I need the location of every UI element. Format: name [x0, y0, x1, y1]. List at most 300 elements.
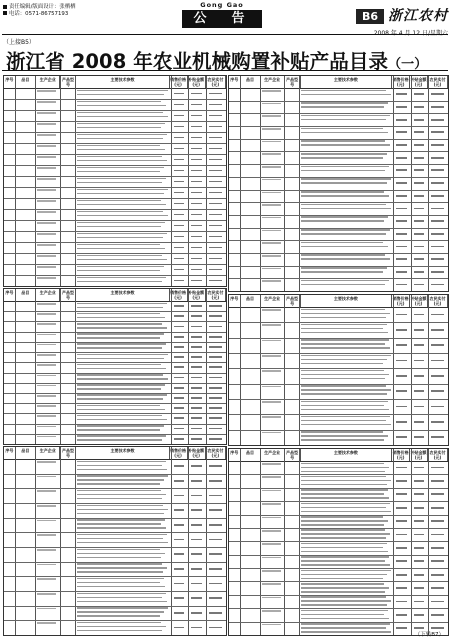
table-number-cell [191, 597, 202, 599]
column-header: 补贴金额(元) [410, 77, 427, 87]
column-header: 补贴金额(元) [188, 290, 205, 300]
table-number-cell [396, 258, 407, 260]
table-text-line [301, 578, 383, 580]
column-divider [75, 76, 76, 286]
table-text-line [37, 123, 56, 125]
table-number-cell [174, 126, 185, 128]
table-number-cell [191, 126, 202, 128]
table-text-line [301, 570, 391, 572]
table-number-cell [191, 407, 202, 409]
table-text-line [301, 271, 383, 273]
table-text-line [77, 266, 164, 268]
table-number-cell [191, 465, 202, 467]
column-divider [35, 289, 36, 444]
table-number-cell [191, 315, 202, 317]
table-number-cell [414, 106, 425, 108]
table-text-line [77, 465, 162, 467]
column-divider [171, 76, 172, 286]
table-number-cell [431, 480, 444, 482]
table-text-line [301, 119, 386, 121]
table-text-line [301, 332, 388, 334]
table-text-line [77, 601, 167, 603]
table-number-cell [431, 614, 444, 616]
table-text-line [262, 570, 281, 572]
table-text-line [301, 409, 389, 411]
table-text-line [77, 519, 165, 521]
table-number-cell [396, 520, 407, 522]
table-number-cell [414, 93, 425, 95]
column-divider [35, 447, 36, 635]
table-text-line [301, 374, 389, 376]
table-text-line [262, 153, 281, 155]
table-text-line [301, 144, 390, 146]
column-header: 生产企业 [261, 449, 285, 461]
table-number-cell [396, 627, 407, 629]
table-text-line [262, 463, 281, 465]
table-text-line [37, 90, 56, 92]
column-header: 序号 [4, 289, 16, 301]
table-text-line [301, 503, 390, 505]
table-text-line [77, 211, 163, 213]
table-text-line [301, 416, 390, 418]
table-text-line [301, 393, 387, 395]
column-header: 生产企业 [36, 447, 61, 459]
table-number-cell [396, 587, 407, 589]
table-number-cell [191, 148, 202, 150]
table-text-line [301, 627, 386, 629]
table-text-line [77, 461, 166, 463]
table-text-line [77, 622, 161, 624]
column-header: 补贴金额(元) [188, 448, 205, 458]
column-header: 序号 [4, 447, 16, 459]
table-text-line [77, 303, 167, 305]
table-number-cell [431, 182, 444, 184]
table-text-line [301, 507, 386, 509]
table-number-cell [414, 233, 425, 235]
table-number-cell [414, 284, 425, 286]
table-number-cell [191, 269, 202, 271]
table-number-cell [191, 346, 202, 348]
table-text-line [77, 101, 161, 103]
column-header: 序号 [229, 449, 241, 461]
table-text-line [262, 370, 281, 372]
table-number-cell [414, 344, 425, 346]
table-text-line [77, 313, 160, 315]
table-text-line [77, 222, 165, 224]
table-text-line [301, 191, 384, 193]
column-header: 销售价格(元) [392, 296, 409, 306]
column-divider [188, 76, 189, 286]
table-text-line [77, 475, 168, 477]
table-number-cell [174, 553, 185, 555]
table-number-cell [191, 305, 202, 307]
table-text-line [262, 115, 281, 117]
column-header: 品目 [241, 76, 261, 88]
table-text-line [301, 524, 384, 526]
table-text-line [77, 557, 161, 559]
table-number-cell [174, 346, 185, 348]
table-text-line [301, 170, 385, 172]
table-number-cell [414, 314, 425, 316]
table-number-cell [209, 159, 222, 161]
table-number-cell [431, 375, 444, 377]
table-text-line [77, 226, 161, 228]
table-number-cell [209, 627, 222, 629]
table-number-cell [396, 421, 407, 423]
table-text-line [77, 354, 168, 356]
table-text-line [301, 313, 390, 315]
column-header: 产品型号 [285, 449, 301, 461]
table-text-line [301, 347, 390, 349]
column-header: 销售价格(元) [392, 77, 409, 87]
table-number-cell [191, 93, 202, 95]
table-number-cell [209, 214, 222, 216]
table-text-line [37, 608, 56, 610]
column-divider [284, 295, 285, 445]
table-number-cell [174, 225, 185, 227]
table-number-cell [174, 465, 185, 467]
table-number-cell [431, 547, 444, 549]
table-text-line [301, 254, 385, 256]
table-text-line [301, 401, 388, 403]
table-number-cell [396, 246, 407, 248]
table-number-cell [174, 214, 185, 216]
table-text-line [37, 145, 56, 147]
column-divider [35, 76, 36, 286]
table-text-line [77, 94, 164, 96]
table-text-line [262, 166, 281, 168]
table-header-row [4, 289, 226, 302]
section-pinyin: Gong Gao [200, 1, 244, 9]
table-text-line [77, 538, 163, 540]
issue-date: 2008 年 4 月 12 日/星期六 [373, 30, 448, 37]
table-number-cell [431, 284, 444, 286]
table-number-cell [396, 614, 407, 616]
bullet-square-icon [3, 5, 7, 9]
table-number-cell [396, 182, 407, 184]
table-text-line [37, 313, 56, 315]
column-header: 品目 [241, 449, 261, 461]
table-text-line [77, 167, 164, 169]
table-number-cell [209, 465, 222, 467]
table-number-cell [191, 115, 202, 117]
column-divider [411, 295, 412, 445]
table-header-row [229, 295, 448, 308]
table-number-cell [209, 553, 222, 555]
table-text-line [77, 358, 164, 360]
table-number-cell [414, 258, 425, 260]
table-number-cell [209, 170, 222, 172]
table-number-cell [209, 417, 222, 419]
table-number-cell [174, 509, 185, 511]
table-text-line [77, 193, 164, 195]
table-number-cell [174, 115, 185, 117]
table-number-cell [191, 524, 202, 526]
table-text-line [37, 277, 56, 279]
table-text-line [77, 127, 161, 129]
table-text-line [77, 134, 167, 136]
table-number-cell [174, 236, 185, 238]
table-text-line [77, 523, 161, 525]
table-number-cell [209, 346, 222, 348]
table-number-cell [209, 480, 222, 482]
continued-tag: （上接B5） [3, 39, 35, 46]
table-number-cell [209, 612, 222, 614]
table-text-line [262, 517, 281, 519]
table-text-line [77, 582, 160, 584]
table-text-line [301, 480, 391, 482]
table-number-cell [431, 436, 444, 438]
table-number-cell [414, 329, 425, 331]
table-number-cell [191, 336, 202, 338]
table-number-cell [209, 148, 222, 150]
column-header: 生产企业 [36, 289, 61, 301]
column-divider [428, 295, 429, 445]
table-number-cell [191, 356, 202, 358]
table-text-line [77, 123, 165, 125]
table-number-cell [431, 627, 444, 629]
table-number-cell [191, 397, 202, 399]
column-divider [206, 447, 207, 635]
table-number-cell [174, 181, 185, 183]
column-divider [60, 447, 61, 635]
table-text-line [77, 542, 168, 544]
table-text-line [301, 618, 389, 620]
table-text-line [37, 564, 56, 566]
table-number-cell [431, 93, 444, 95]
column-divider [411, 76, 412, 291]
subsidy-table-block [3, 75, 227, 287]
table-text-line [301, 600, 391, 602]
table-text-line [37, 303, 56, 305]
table-number-cell [431, 360, 444, 362]
table-text-line [262, 476, 281, 478]
table-number-cell [174, 524, 185, 526]
table-number-cell [414, 436, 425, 438]
table-number-cell [174, 568, 185, 570]
table-number-cell [174, 495, 185, 497]
table-number-cell [209, 387, 222, 389]
table-text-line [301, 560, 385, 562]
table-number-cell [174, 366, 185, 368]
table-text-line [262, 401, 281, 403]
table-text-line [77, 182, 162, 184]
table-text-line [262, 242, 281, 244]
column-header: 品目 [241, 295, 261, 307]
table-text-line [262, 179, 281, 181]
table-number-cell [396, 131, 407, 133]
table-number-cell [414, 390, 425, 392]
table-text-line [77, 513, 164, 515]
table-text-line [301, 153, 387, 155]
table-number-cell [431, 131, 444, 133]
table-text-line [37, 405, 56, 407]
table-text-line [262, 597, 281, 599]
table-text-line [77, 527, 166, 529]
table-text-line [77, 327, 167, 329]
table-number-cell [414, 421, 425, 423]
column-header: 主要技术参数 [76, 289, 169, 301]
table-number-cell [396, 406, 407, 408]
table-number-cell [396, 547, 407, 549]
table-text-line [37, 578, 56, 580]
column-header: 农民实付(元) [206, 76, 226, 88]
column-divider [75, 289, 76, 444]
table-text-line [301, 102, 388, 104]
table-text-line [262, 309, 281, 311]
table-number-cell [209, 269, 222, 271]
table-number-cell [414, 375, 425, 377]
table-text-line [37, 436, 56, 438]
table-number-cell [174, 397, 185, 399]
table-text-line [77, 630, 162, 632]
table-text-line [301, 370, 384, 372]
column-divider [206, 76, 207, 286]
table-text-line [77, 549, 160, 551]
column-header: 销售价格(元) [170, 448, 187, 458]
table-number-cell [174, 539, 185, 541]
paper-logo: 浙江农村 [388, 8, 448, 24]
table-number-cell [414, 467, 425, 469]
table-text-line [301, 424, 391, 426]
column-divider [428, 76, 429, 291]
table-text-line [301, 596, 386, 598]
table-text-line [37, 222, 56, 224]
table-text-line [301, 309, 385, 311]
table-text-line [262, 340, 281, 342]
column-header: 产品型号 [60, 447, 76, 459]
table-text-line [77, 593, 166, 595]
table-number-cell [209, 509, 222, 511]
table-number-cell [174, 627, 185, 629]
table-number-cell [191, 326, 202, 328]
table-text-line [37, 395, 56, 397]
table-text-line [301, 435, 388, 437]
table-number-cell [414, 507, 425, 509]
table-text-line [301, 516, 383, 518]
table-number-cell [191, 170, 202, 172]
table-number-cell [174, 148, 185, 150]
column-divider [240, 76, 241, 291]
table-text-line [77, 204, 166, 206]
table-text-line [262, 583, 281, 585]
table-text-line [77, 374, 163, 376]
table-text-line [301, 389, 391, 391]
table-number-cell [209, 315, 222, 317]
table-text-line [262, 610, 281, 612]
table-number-cell [191, 137, 202, 139]
table-text-line [77, 615, 160, 617]
table-number-cell [414, 574, 425, 576]
table-text-line [37, 233, 56, 235]
table-header-row [229, 449, 448, 462]
table-text-line [301, 324, 387, 326]
table-text-line [77, 384, 165, 386]
table-number-cell [174, 417, 185, 419]
subsidy-table-block [228, 448, 449, 636]
table-text-line [37, 593, 56, 595]
table-number-cell [209, 326, 222, 328]
column-header: 产品型号 [60, 76, 76, 88]
table-text-line [77, 498, 162, 500]
table-text-line [301, 529, 385, 531]
table-number-cell [191, 583, 202, 585]
table-number-cell [431, 507, 444, 509]
table-number-cell [174, 203, 185, 205]
table-text-line [301, 363, 383, 365]
table-number-cell [209, 305, 222, 307]
column-divider [15, 447, 16, 635]
table-text-line [77, 347, 162, 349]
table-text-line [77, 156, 162, 158]
table-number-cell [431, 195, 444, 197]
table-text-line [262, 530, 281, 532]
table-number-cell [209, 397, 222, 399]
table-number-cell [414, 119, 425, 121]
column-header: 销售价格(元) [170, 77, 187, 87]
table-text-line [301, 132, 388, 134]
table-text-line [77, 419, 167, 421]
table-text-line [77, 343, 166, 345]
table-number-cell [396, 195, 407, 197]
table-text-line [37, 178, 56, 180]
column-header: 序号 [229, 76, 241, 88]
table-text-line [77, 337, 160, 339]
table-number-cell [174, 387, 185, 389]
table-number-cell [191, 236, 202, 238]
table-text-line [301, 343, 385, 345]
table-text-line [77, 90, 168, 92]
table-text-line [301, 220, 384, 222]
table-number-cell [396, 574, 407, 576]
table-text-line [37, 364, 56, 366]
table-text-line [301, 216, 388, 218]
table-number-cell [174, 407, 185, 409]
table-number-cell [414, 195, 425, 197]
table-number-cell [209, 539, 222, 541]
table-number-cell [414, 480, 425, 482]
table-number-cell [396, 329, 407, 331]
table-number-cell [396, 119, 407, 121]
table-number-cell [174, 428, 185, 430]
subsidy-table-block [3, 446, 227, 636]
column-header: 主要技术参数 [301, 295, 393, 307]
table-text-line [301, 284, 385, 286]
table-number-cell [431, 208, 444, 210]
table-text-line [37, 534, 56, 536]
table-text-line [77, 626, 166, 628]
table-text-line [262, 557, 281, 559]
table-text-line [301, 587, 389, 589]
table-number-cell [191, 568, 202, 570]
table-text-line [77, 189, 168, 191]
table-text-line [77, 270, 160, 272]
table-text-line [301, 242, 383, 244]
table-text-line [301, 564, 390, 566]
table-number-cell [396, 467, 407, 469]
table-number-cell [396, 375, 407, 377]
table-number-cell [396, 208, 407, 210]
table-number-cell [209, 428, 222, 430]
table-text-line [37, 415, 56, 417]
table-number-cell [431, 329, 444, 331]
table-text-line [301, 317, 386, 319]
column-divider [75, 447, 76, 635]
table-number-cell [191, 612, 202, 614]
table-text-line [77, 112, 163, 114]
table-text-line [77, 145, 160, 147]
table-number-cell [431, 520, 444, 522]
